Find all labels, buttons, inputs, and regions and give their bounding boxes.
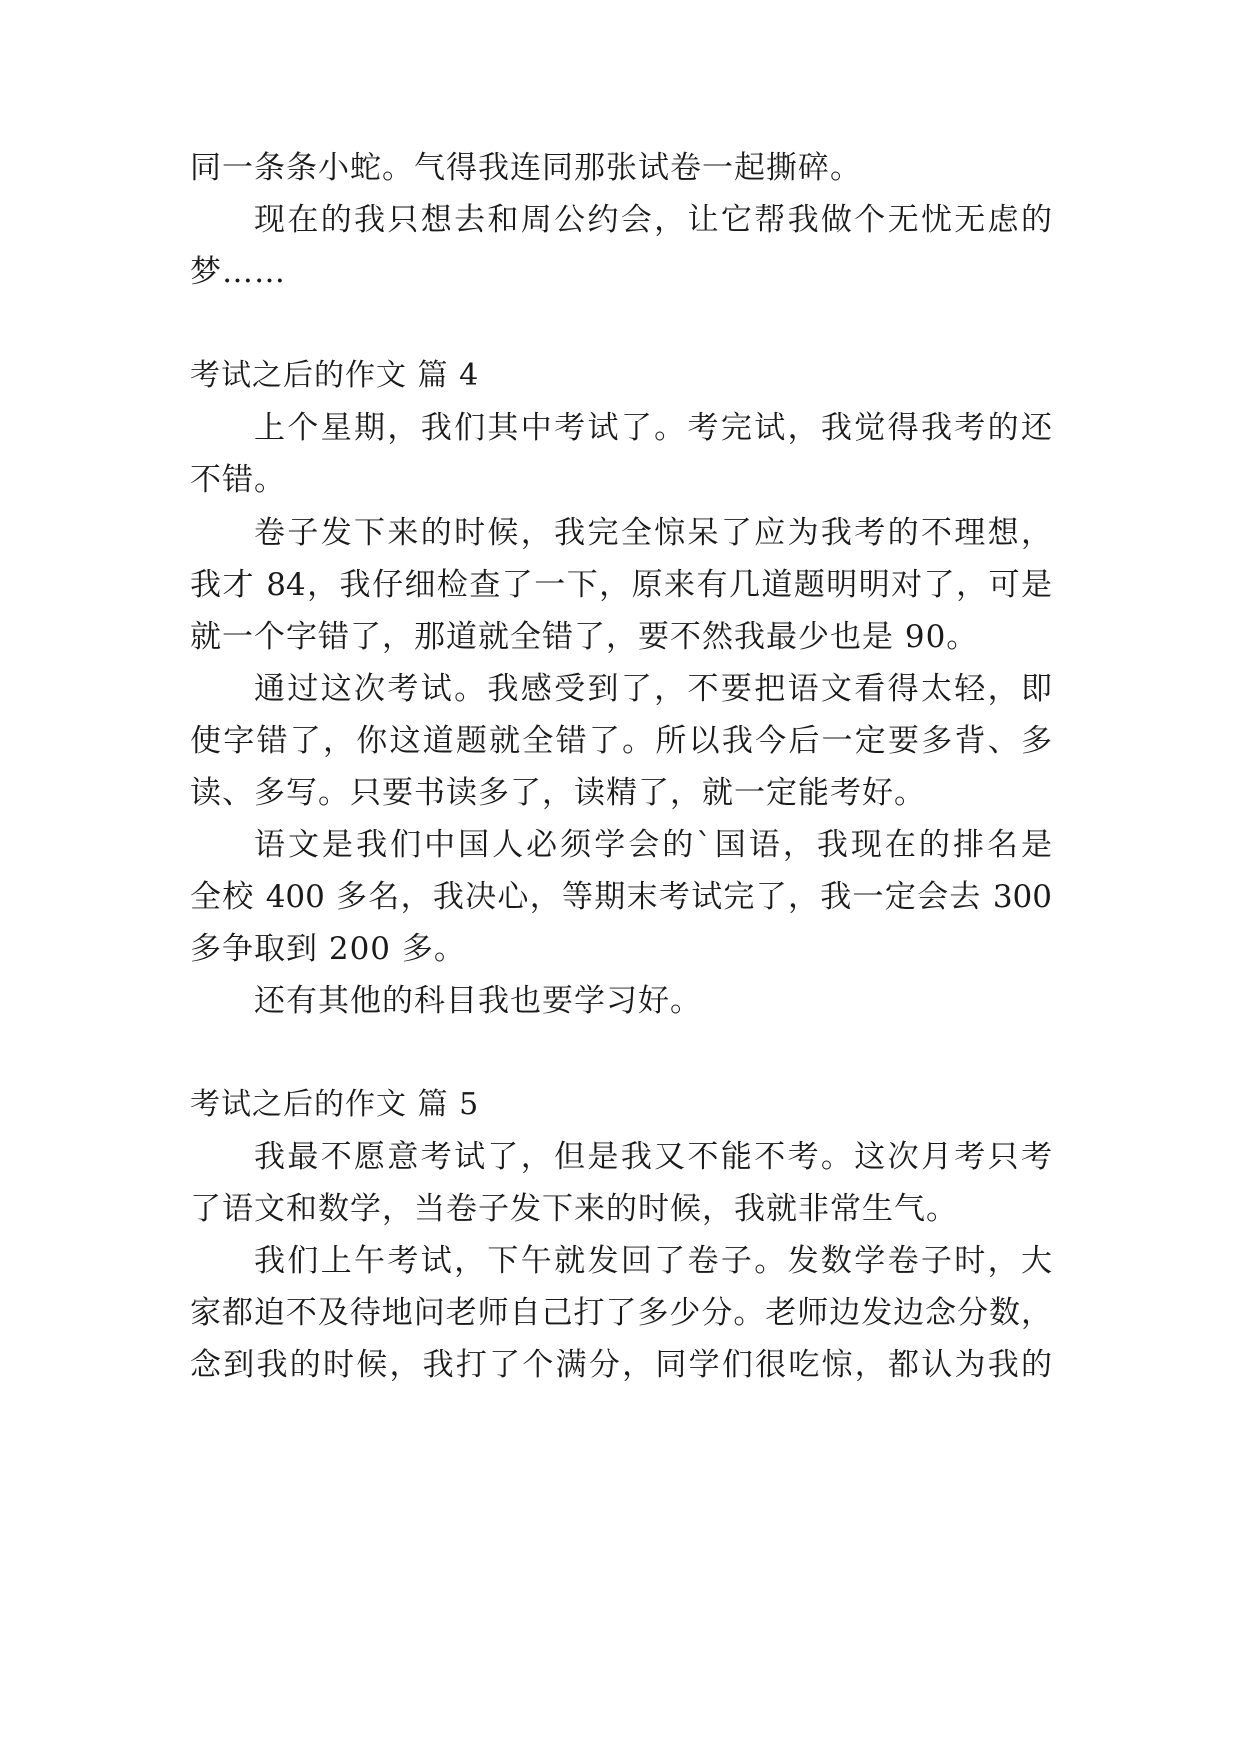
paragraph-line: 念到我的时候，我打了个满分，同学们很吃惊，都认为我的 xyxy=(190,1347,1052,1383)
section-heading-4: 考试之后的作文 篇 4 xyxy=(190,358,480,393)
paragraph-line: 多争取到 200 多。 xyxy=(190,931,466,967)
paragraph-line: 全校 400 多名，我决心，等期末考试完了，我一定会去 300 xyxy=(190,879,1052,915)
section-heading-5: 考试之后的作文 篇 5 xyxy=(190,1087,480,1122)
paragraph-line: 我最不愿意考试了，但是我又不能不考。这次月考只考 xyxy=(254,1139,1052,1175)
paragraph-line: 卷子发下来的时候，我完全惊呆了应为我考的不理想， xyxy=(254,515,1052,551)
paragraph-line: 使字错了，你这道题就全错了。所以我今后一定要多背、多 xyxy=(190,723,1052,759)
paragraph-line: 读、多写。只要书读多了，读精了，就一定能考好。 xyxy=(190,775,926,811)
paragraph-line: 上个星期，我们其中考试了。考完试，我觉得我考的还 xyxy=(254,410,1052,446)
paragraph-line: 就一个字错了，那道就全错了，要不然我最少也是 90。 xyxy=(190,619,979,655)
paragraph-line: 同一条条小蛇。气得我连同那张试卷一起撕碎。 xyxy=(190,150,862,186)
paragraph-line: 我们上午考试，下午就发回了卷子。发数学卷子时，大 xyxy=(254,1243,1052,1279)
paragraph-line: 现在的我只想去和周公约会，让它帮我做个无忧无虑的 xyxy=(254,202,1052,238)
paragraph-line: 还有其他的科目我也要学习好。 xyxy=(254,983,702,1019)
paragraph-line: 梦…… xyxy=(190,254,286,290)
paragraph-line: 通过这次考试。我感受到了，不要把语文看得太轻，即 xyxy=(254,671,1052,707)
paragraph-line: 不错。 xyxy=(190,462,286,498)
paragraph-line: 我才 84，我仔细检查了一下，原来有几道题明明对了，可是 xyxy=(190,567,1052,603)
paragraph-line: 了语文和数学，当卷子发下来的时候，我就非常生气。 xyxy=(190,1191,958,1227)
paragraph-line: 家都迫不及待地问老师自己打了多少分。老师边发边念分数， xyxy=(190,1295,1052,1331)
paragraph-line: 语文是我们中国人必须学会的`国语，我现在的排名是 xyxy=(254,827,1052,863)
